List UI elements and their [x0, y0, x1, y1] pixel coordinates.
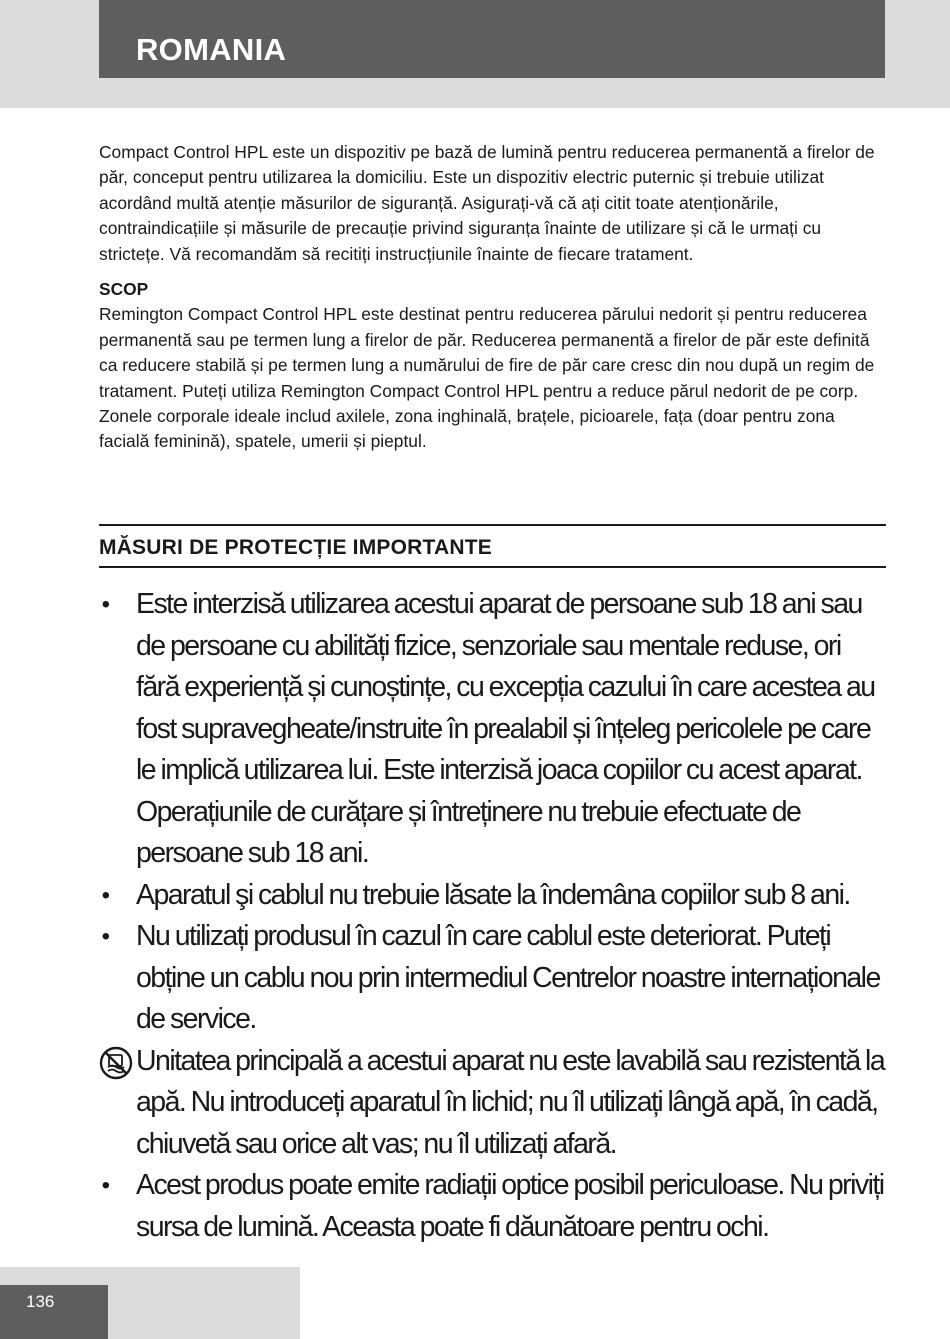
intro-paragraph: Compact Control HPL este un dispozitiv pe bază de lumină pentru reducerea permanentă a firelor de păr, conceput pentru utilizarea la domiciliu. Este un dispozitiv electric puternic și trebuie utilizat acordând multă atenție măsurilor de siguranță. Asigurați-vă că ați citit toate atenționările, contraindicațiile și măsurile de precauție privind siguranța înainte de utilizare și că le urmați cu strictețe. Vă recomandăm să recitiți instrucțiunile înainte de fiecare tratament. — [99, 142, 875, 264]
no-water-immersion-icon — [99, 1046, 133, 1080]
bullet-icon: • — [101, 881, 109, 909]
header-bar — [99, 0, 885, 78]
list-item-text: Unitatea principală a acestui aparat nu este lavabilă sau rezistentă la apă. Nu introduceți aparatul în lichid; nu îl utilizați lângă apă, în cadă, chiuvetă sau orice alt vas; nu îl utilizați afară. — [136, 1044, 885, 1160]
page-number-box — [0, 1285, 108, 1339]
intro-section — [99, 140, 886, 455]
page-number: 136 — [26, 1292, 55, 1311]
list-item — [99, 1165, 886, 1248]
page-title: ROMANIA — [136, 32, 287, 67]
bullet-icon: • — [101, 923, 109, 950]
section-title: MĂSURI DE PROTECȚIE IMPORTANTE — [99, 536, 492, 559]
section-header — [99, 524, 886, 568]
scope-heading: SCOP — [99, 279, 149, 300]
safety-list — [99, 584, 886, 1248]
list-item — [99, 584, 886, 875]
scope-paragraph: Remington Compact Control HPL este destinat pentru reducerea părului nedorit și pentru reducerea permanentă sau pe termen lung a firelor de păr. Reducerea permanentă a firelor de păr este definită ca reducere stabilă și pe termen lung a numărului de fire de păr care cresc din nou după un regim de tratament. Puteți utiliza Remington Compact Control HPL pentru a reduce părul nedorit de pe corp. Zonele corporale ideale includ axilele, zona inghinală, brațele, picioarele, fața (doar pentru zona facială feminină), spatele, umerii și pieptul. — [99, 304, 875, 452]
bullet-icon: • — [101, 1172, 109, 1199]
list-item — [99, 916, 886, 1041]
list-item — [99, 875, 886, 917]
list-item-text: Nu utilizați produsul în cazul în care cablul este deteriorat. Puteți obține un cablu nou prin intermediul Centrelor noastre internaționale de service. — [136, 920, 880, 1035]
list-item-text: Este interzisă utilizarea acestui aparat de persoane sub 18 ani sau de persoane cu abilități fizice, senzoriale sau mentale reduse, ori fără experiență și cunoștințe, cu excepția cazului în care acestea au fost supravegheate/instruite în prealabil și înțeleg pericolele pe care le implică utilizarea lui. Este interzisă joaca copiilor cu acest aparat. Operațiunile de curățare și întreținere nu trebuie efectuate de persoane sub 18 ani. — [136, 588, 875, 869]
list-item-text: Acest produs poate emite radiații optice posibil periculoase. Nu priviți sursa de lumină. Aceasta poate fi dăunătoare pentru ochi. — [136, 1169, 884, 1243]
bullet-icon: • — [101, 591, 109, 618]
list-item — [99, 1041, 886, 1166]
list-item-text: Aparatul şi cablul nu trebuie lăsate la îndemâna copiilor sub 8 ani. — [136, 878, 850, 911]
